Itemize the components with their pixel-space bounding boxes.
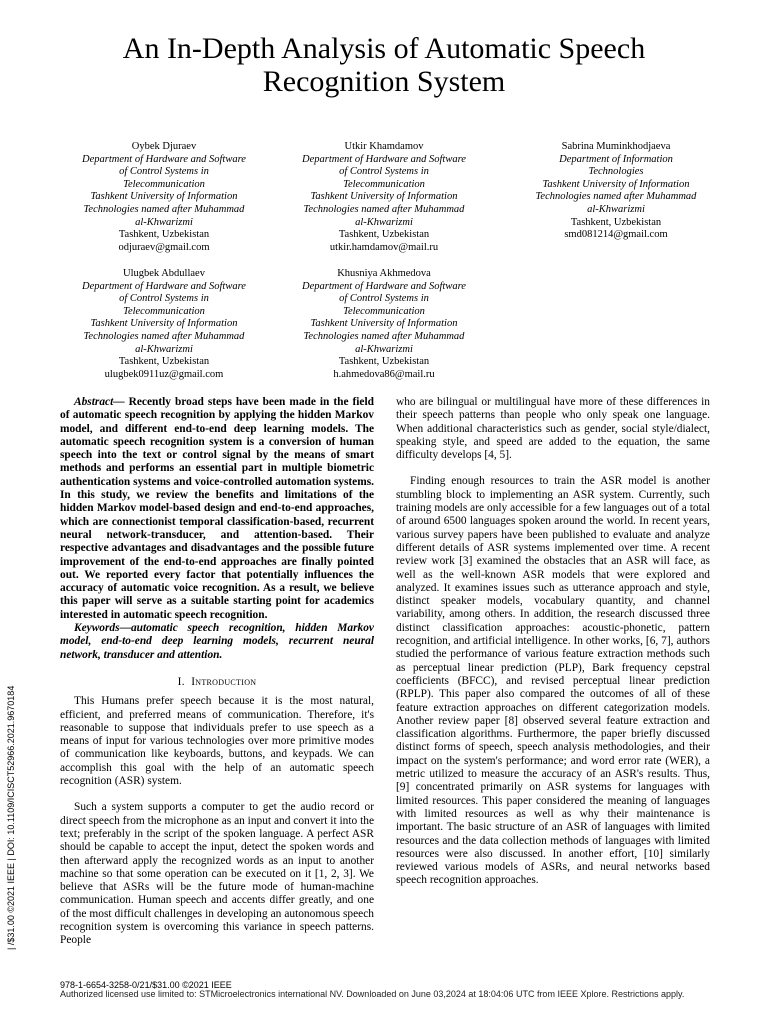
author-block: [64, 268, 264, 381]
title-line-1: An In-Depth Analysis of Automatic Speech: [122, 32, 646, 65]
author-affiliation-line: al-Khwarizmi: [355, 216, 413, 228]
author-block: [284, 268, 484, 381]
author-affiliation-line: Department of Hardware and Software: [82, 280, 246, 292]
author-affiliation-line: of Control Systems in: [339, 166, 429, 178]
paper-title: [60, 32, 708, 98]
author-affiliation-line: Technologies named after Muhammad: [303, 203, 465, 215]
author-affiliation-line: al-Khwarizmi: [587, 203, 645, 215]
author-affiliation-line: Tashkent University of Information: [90, 318, 238, 330]
author-block: [516, 141, 716, 242]
keywords: Keywords—automatic speech recognition, hidden Markov model, end-to-end deep learning models, recurrent neural network, transducer and attention.: [60, 622, 374, 661]
author-affiliation-line: Telecommunication: [123, 305, 205, 317]
title-line-2: Recognition System: [262, 65, 506, 98]
author-name: Utkir Khamdamov: [344, 141, 424, 152]
author-affiliation-line: Technologies named after Muhammad: [303, 330, 465, 342]
section-heading: [60, 676, 374, 689]
author-location: Tashkent, Uzbekistan: [118, 356, 210, 368]
footer-license-notice: Authorized licensed use limited to: STMicroelectronics international NV. Downloaded on June 03,2024 at 18:04:06 UTC from IEEE Xplore. Restrictions apply.: [60, 989, 685, 999]
author-affiliation-line: Technologies named after Muhammad: [83, 330, 245, 342]
author-affiliation-line: Tashkent University of Information: [310, 318, 458, 330]
author-affiliation-line: Telecommunication: [343, 305, 425, 317]
author-affiliation-line: al-Khwarizmi: [135, 216, 193, 228]
author-email: ulugbek0911uz@gmail.com: [104, 368, 224, 380]
author-affiliation-line: of Control Systems in: [339, 293, 429, 305]
author-affiliation-line: Department of Hardware and Software: [302, 153, 466, 165]
author-affiliation-line: al-Khwarizmi: [355, 343, 413, 355]
author-name: Oybek Djuraev: [131, 141, 197, 152]
author-affiliation-line: Department of Hardware and Software: [302, 280, 466, 292]
author-affiliation-line: Technologies named after Muhammad: [535, 191, 697, 203]
right-column: [396, 396, 710, 888]
footer-isbn: 978-1-6654-3258-0/21/$31.00 ©2021 IEEE: [60, 980, 232, 990]
author-affiliation-line: of Control Systems in: [119, 293, 209, 305]
author-affiliation-line: Technologies named after Muhammad: [83, 203, 245, 215]
left-column: [60, 396, 374, 948]
author-name: Khusniya Akhmedova: [337, 268, 431, 279]
author-location: Tashkent, Uzbekistan: [338, 229, 430, 241]
author-affiliation-line: Telecommunication: [123, 178, 205, 190]
author-name: Ulugbek Abdullaev: [123, 268, 205, 279]
author-email: h.ahmedova86@mail.ru: [333, 368, 435, 380]
author-affiliation-line: of Control Systems in: [119, 166, 209, 178]
author-affiliation-line: Technologies: [588, 166, 644, 178]
author-name: Sabrina Muminkhodjaeva: [561, 141, 671, 152]
author-affiliation-line: Department of Hardware and Software: [82, 153, 246, 165]
author-affiliation-line: Tashkent University of Information: [90, 191, 238, 203]
right-paragraph-1: who are bilingual or multilingual have more of these differences in their speech patterns than people who only speak one language. When additional characteristics such as gender, social style/dialect, speaking style, and speed are added to the equation, the same difficulty develops [4, 5].: [396, 396, 710, 462]
abstract: [60, 396, 374, 622]
doi-sidebar: | /$31.00 ©2021 IEEE | DOI: 10.1109/ICISCT52966.2021.9670184: [6, 685, 16, 950]
author-affiliation-line: Tashkent University of Information: [310, 191, 458, 203]
author-location: Tashkent, Uzbekistan: [118, 229, 210, 241]
author-affiliation-line: Tashkent University of Information: [542, 178, 690, 190]
author-email: odjuraev@gmail.com: [118, 241, 210, 253]
intro-paragraph-1: This Humans prefer speech because it is the most natural, efficient, and preferred means of communication. Therefore, it's reasonable to suppose that individuals prefer to use speech as a means of input for various technologies over more primitive modes of communication like keyboards, buttons, and keypads. We can accomplish this goal with the help of an automatic speech recognition (ASR) system.: [60, 695, 374, 788]
author-block: [284, 141, 484, 254]
abstract-text: Recently broad steps have been made in the field of automatic speech recognition by applying the hidden Markov model, and different end-to-end deep learning models. The automatic speech recognition system is a conversion of human speech into the text or control signal by the means of smart methods and performs an essential part in multiple biometric authentication systems and voice-controlled automation systems. In this study, we review the benefits and limitations of the hidden Markov model-based design and end-to-end approaches, which are connectionist temporal classification-based, recurrent neural network-transducer, and attention-based. Their respective advantages and disadvantages and the possible future improvement of the end-to-end approaches are finally pointed out. We reported every factor that potentially influences the accuracy of automatic voice recognition. As a result, we believe this paper will serve as a suitable starting point for academics interested in automatic speech recognition.: [60, 396, 374, 621]
section-title: Introduction: [191, 675, 257, 688]
author-affiliation-line: Department of Information: [559, 153, 673, 165]
section-number: I.: [177, 675, 185, 688]
author-email: utkir.hamdamov@mail.ru: [329, 241, 439, 253]
author-email: smd081214@gmail.com: [564, 229, 668, 241]
author-affiliation-line: Telecommunication: [343, 178, 425, 190]
abstract-label: Abstract—: [74, 396, 125, 408]
intro-paragraph-2: Such a system supports a computer to get the audio record or direct speech from the microphone as an input and convert it into the text; preferably in the script of the spoken language. A perfect ASR should be capable to accept the input, detect the spoken words and then afterward apply the recognized words as an input to another machine so that some operation can be executed on it [1, 2, 3]. We believe that ASRs will be the future mode of human-machine communication. Human speech and accents differ greatly, and one of the most difficult challenges in developing an autonomous speech recognition system is overcoming this variance in speech patterns. People: [60, 801, 374, 947]
author-affiliation-line: al-Khwarizmi: [135, 343, 193, 355]
author-location: Tashkent, Uzbekistan: [338, 356, 430, 368]
right-paragraph-2: Finding enough resources to train the ASR model is another stumbling block to implementing an ASR system. Currently, such training models are only accessible for a few languages out of a total of around 6500 languages spoken around the world. In recent years, various survey papers have been published to evaluate and analyze different details of ASR systems implemented over time. A recent review work [3] examined the obstacles that an ASR will face, as well as the well-known ASR models that were explored and analyzed. It examines issues such as utterance approach and style, distinct speaker models, vocabulary quantity, and channel variability, among others. In addition, the research discussed three distinct classification approaches: acoustic-phonetic, pattern recognition, and artificial intelligence. In other works, [6, 7], authors studied the performance of various feature extraction methods such as perceptual linear prediction (PLP), Bark frequency cepstral coefficients (BFCC), and revised perceptual linear prediction (RPLP). This paper also compared the outcomes of all of these feature extraction approaches on different categorization models. Another review paper [8] observed several feature extraction and classification algorithms. Furthermore, the paper briefly discussed distinct forms of speech, speech analysis methodologies, and their impact on the system's performance; and word error rate (WER), a metric utilized to measure the accuracy of an ASR's results. Thus, [9] concentrated primarily on ASR systems for languages with limited resources. This paper considered the meaning of languages with limited resources as well as why their maintenance is important. The basic structure of an ASR of languages with limited resources and the data collection methods of languages with limited resources were also discussed. In another effort, [10] similarly reviewed various models of ASRs, and neural networks based speech recognition approaches.: [396, 475, 710, 887]
author-location: Tashkent, Uzbekistan: [570, 216, 662, 228]
author-block: [64, 141, 264, 254]
